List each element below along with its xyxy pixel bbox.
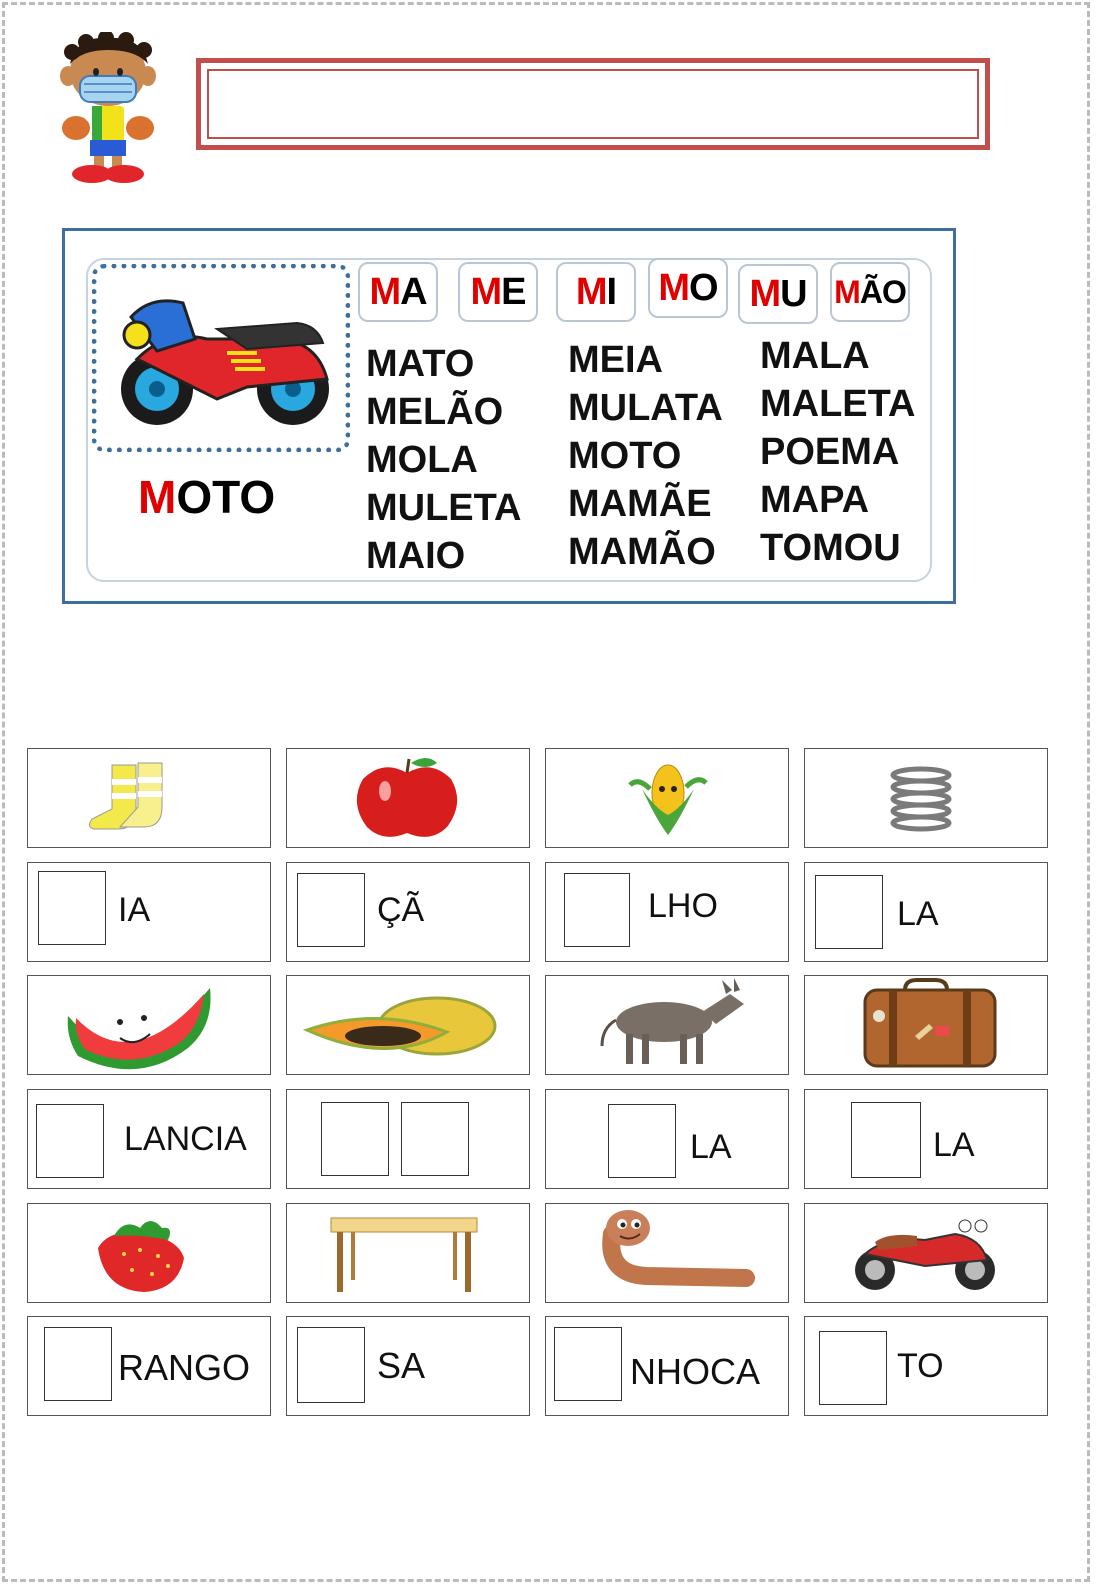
picture-cell-motorcycle [804, 1203, 1048, 1303]
word-ending: LA [933, 1126, 975, 1164]
syllable-mao[interactable]: MÃO [830, 262, 910, 322]
answer-cell-motorcycle [804, 1316, 1048, 1416]
word-ending: NHOCA [630, 1351, 761, 1392]
picture-cell-strawberry [27, 1203, 271, 1303]
suitcase-icon [805, 976, 1045, 1072]
word: MATO [366, 343, 475, 385]
word: MAIO [366, 535, 466, 577]
answer-box[interactable] [608, 1104, 676, 1178]
picture-cell-worm [545, 1203, 789, 1303]
word-ending: LHO [648, 887, 718, 925]
word-ending: LA [897, 895, 939, 933]
syllable-mo[interactable]: MO [648, 258, 728, 318]
motorcycle-picture-frame [92, 264, 350, 452]
word: MALETA [760, 383, 916, 425]
word: MULETA [366, 487, 522, 529]
answer-cell-worm [545, 1316, 789, 1416]
answer-box[interactable] [564, 873, 630, 947]
papaya-icon [287, 976, 527, 1072]
donkey-icon [546, 976, 786, 1072]
word-column-2 [568, 336, 723, 576]
answer-cell-socks [27, 862, 271, 962]
picture-cell-suitcase [804, 975, 1048, 1075]
answer-box[interactable] [819, 1331, 887, 1405]
answer-cell-donkey [545, 1089, 789, 1189]
picture-cell-table [286, 1203, 530, 1303]
title-box[interactable] [196, 58, 990, 150]
answer-cell-apple [286, 862, 530, 962]
word-ending: ÇÃ [377, 891, 425, 929]
child-mascot-illustration [56, 32, 160, 184]
word: MAMÃO [568, 531, 716, 573]
word: MEIA [568, 339, 663, 381]
strawberry-icon [28, 1204, 268, 1300]
answer-cell-table [286, 1316, 530, 1416]
word: MOLA [366, 439, 478, 481]
picture-cell-papaya [286, 975, 530, 1075]
word-ending: LA [690, 1128, 732, 1166]
word: MULATA [568, 387, 723, 429]
syllable-mi[interactable]: MI [556, 262, 636, 322]
motorcycle-icon [805, 1204, 1045, 1300]
word: TOMOU [760, 527, 901, 569]
answer-box[interactable] [297, 1327, 365, 1403]
picture-cell-apple [286, 748, 530, 848]
word: MELÃO [366, 391, 504, 433]
socks-icon [28, 749, 268, 845]
answer-box[interactable] [38, 871, 106, 945]
table-icon [287, 1204, 527, 1300]
corn-icon [546, 749, 786, 845]
syllable-mu[interactable]: MU [738, 264, 818, 324]
word: MALA [760, 335, 870, 377]
word-ending: TO [897, 1347, 944, 1385]
syllable-ma[interactable]: MA [358, 262, 438, 322]
word: MOTO [568, 435, 682, 477]
answer-box[interactable] [297, 873, 365, 947]
worm-icon [546, 1204, 786, 1300]
word-ending: LANCIA [124, 1120, 247, 1158]
picture-cell-spring [804, 748, 1048, 848]
answer-cell-papaya [286, 1089, 530, 1189]
word-ending: IA [118, 891, 151, 929]
motorcycle-icon [97, 269, 345, 447]
answer-box[interactable] [851, 1102, 921, 1178]
word: MAPA [760, 479, 870, 521]
apple-icon [287, 749, 527, 845]
picture-cell-corn [545, 748, 789, 848]
word: MAMÃE [568, 483, 712, 525]
word-ending: SA [377, 1345, 426, 1386]
word-column-3 [760, 332, 916, 572]
picture-cell-socks [27, 748, 271, 848]
word-column-1 [366, 340, 522, 580]
key-word: MOTO [138, 471, 276, 523]
answer-cell-strawberry [27, 1316, 271, 1416]
answer-box-first[interactable] [321, 1102, 389, 1176]
answer-cell-watermelon [27, 1089, 271, 1189]
answer-cell-spring [804, 862, 1048, 962]
word: POEMA [760, 431, 900, 473]
answer-box[interactable] [44, 1327, 112, 1401]
syllable-me[interactable]: ME [458, 262, 538, 322]
answer-cell-suitcase [804, 1089, 1048, 1189]
answer-box[interactable] [554, 1327, 622, 1401]
answer-cell-corn [545, 862, 789, 962]
picture-cell-watermelon [27, 975, 271, 1075]
answer-box[interactable] [36, 1104, 104, 1178]
spring-icon [805, 749, 1045, 845]
picture-cell-donkey [545, 975, 789, 1075]
answer-box-second[interactable] [401, 1102, 469, 1176]
answer-box[interactable] [815, 875, 883, 949]
word-ending: RANGO [118, 1347, 251, 1388]
watermelon-icon [28, 976, 268, 1072]
